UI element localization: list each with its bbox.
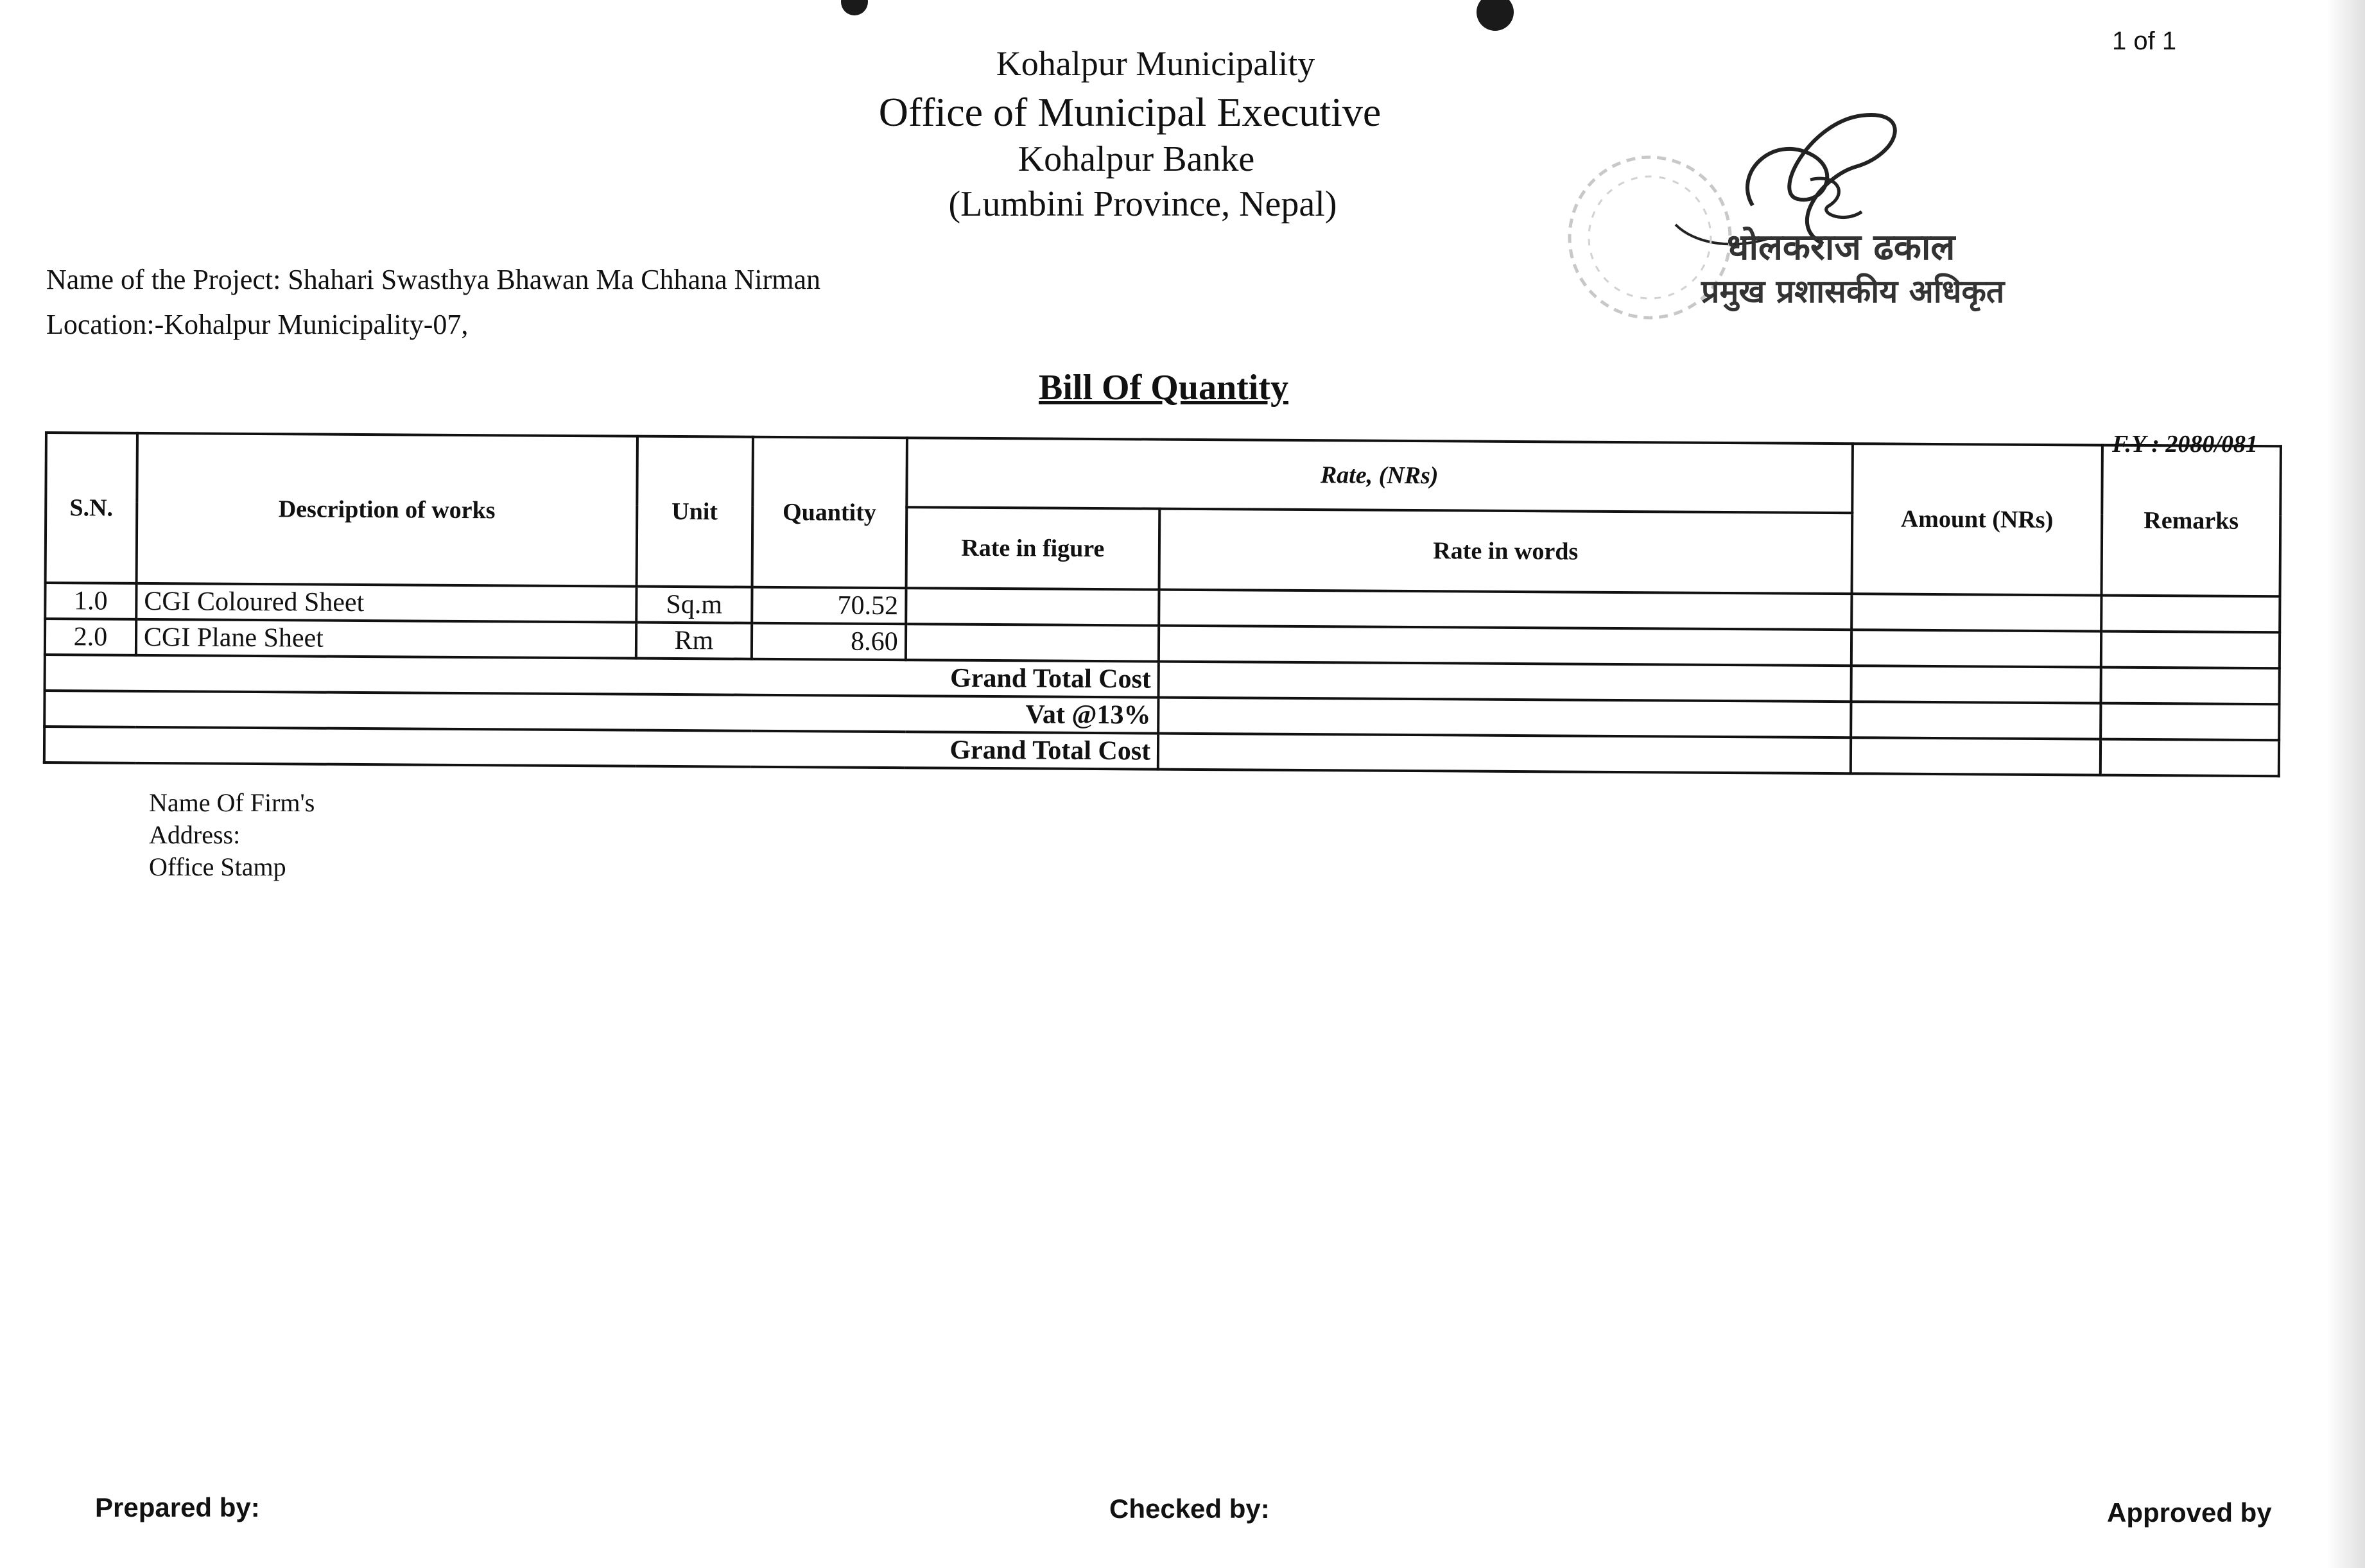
page-number: 1 of 1 — [2112, 27, 2177, 55]
office-name: Office of Municipal Executive — [878, 89, 1382, 135]
document-title: Bill Of Quantity — [1039, 368, 1288, 408]
firm-name-label: Name Of Firm's — [149, 788, 315, 817]
grand-total-final-label: Grand Total Cost — [44, 727, 1158, 770]
header-sn: S.N. — [46, 433, 137, 583]
header-rate-group: Rate, (NRs) — [906, 438, 1852, 513]
prepared-by: Prepared by: — [95, 1492, 260, 1522]
approved-by: Approved by — [2107, 1497, 2272, 1528]
district-name: Kohalpur Banke — [1018, 139, 1255, 179]
vat-label: Vat @13% — [44, 691, 1158, 734]
header-rate-figure: Rate in figure — [906, 507, 1159, 590]
row-sn: 1.0 — [45, 583, 136, 619]
firm-address-label: Address: — [149, 820, 241, 849]
vat-remarks — [2101, 703, 2279, 741]
stamp-officer-title: प्रमुख प्रशासकीय अधिकृत — [1701, 273, 2005, 310]
row-amount — [1851, 630, 2101, 667]
project-name: Name of the Project: Shahari Swasthya Bhawan Ma Chhana Nirman — [46, 264, 821, 295]
row-quantity: 70.52 — [752, 587, 906, 624]
firm-info — [149, 787, 315, 883]
grand-total-amount — [1851, 666, 2101, 703]
vat-amount — [1851, 702, 2101, 739]
firm-stamp-label: Office Stamp — [149, 852, 286, 881]
stamp-officer-name: धोलकराज ढकाल — [1727, 227, 1955, 268]
row-rate-words — [1159, 626, 1851, 666]
header-quantity: Quantity — [752, 437, 906, 588]
row-amount — [1851, 594, 2102, 631]
checked-by: Checked by: — [1109, 1494, 1270, 1524]
table-header-row — [46, 433, 2281, 515]
row-rate-words — [1159, 590, 1851, 630]
header-description: Description of works — [136, 433, 637, 587]
grand-total-final-remarks — [2101, 739, 2279, 777]
header-rate-words: Rate in words — [1159, 508, 1852, 594]
grand-total-final-words — [1158, 734, 1851, 774]
grand-total-label: Grand Total Cost — [45, 655, 1159, 698]
municipality-name: Kohalpur Municipality — [996, 44, 1315, 83]
fiscal-year: F.Y : 2080/081 — [2112, 431, 2258, 458]
row-rate-figure — [906, 588, 1159, 625]
row-remarks — [2101, 596, 2280, 633]
province-name: (Lumbini Province, Nepal) — [948, 184, 1337, 224]
boq-table — [43, 431, 2282, 777]
row-unit: Sq.m — [636, 587, 752, 623]
punch-hole-left — [841, 0, 868, 15]
row-description: CGI Coloured Sheet — [136, 583, 636, 623]
vat-words — [1158, 698, 1851, 738]
row-rate-figure — [906, 624, 1159, 661]
row-sn: 2.0 — [45, 619, 136, 655]
official-stamp — [1541, 96, 2029, 327]
grand-total-remarks — [2101, 668, 2280, 705]
row-description: CGI Plane Sheet — [136, 619, 636, 659]
grand-total-final-amount — [1850, 737, 2101, 775]
row-quantity: 8.60 — [752, 623, 906, 660]
header-amount: Amount (NRs) — [1851, 444, 2102, 595]
grand-total-words — [1159, 662, 1851, 702]
row-unit: Rm — [636, 623, 752, 659]
paper-edge-shadow — [2326, 0, 2365, 1568]
row-remarks — [2101, 632, 2280, 669]
punch-hole-right — [1477, 0, 1514, 31]
header-unit: Unit — [636, 436, 752, 587]
header-remarks: Remarks — [2102, 445, 2281, 597]
project-location: Location:-Kohalpur Municipality-07, — [46, 309, 469, 340]
